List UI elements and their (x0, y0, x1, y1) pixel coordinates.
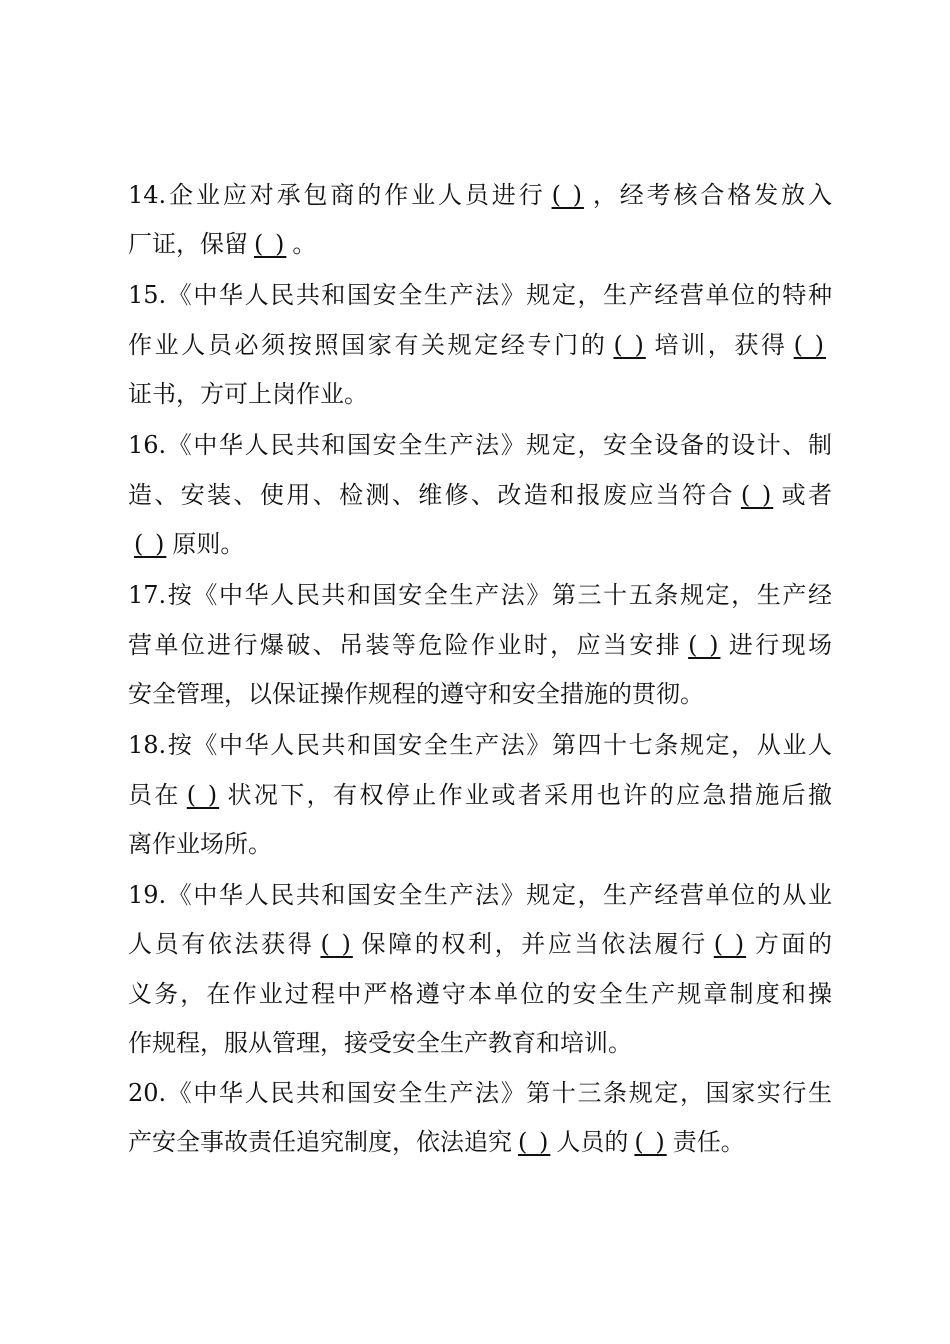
answer-blank: ( ) (740, 481, 774, 509)
text-run: 17.按《中华人民共和国安全生产法》第三十五条规定，生产经 (128, 581, 832, 609)
q18-line-3 (128, 819, 832, 869)
text-run: 证书，方可上岗作业。 (128, 380, 368, 408)
answer-blank: ( ) (518, 1128, 551, 1156)
q19-line-1 (128, 870, 832, 920)
q16-line-3 (128, 519, 832, 569)
text-run: 16.《中华人民共和国安全生产法》规定，安全设备的设计、制 (128, 431, 832, 459)
answer-blank: ( ) (254, 230, 287, 258)
text-run: 18.按《中华人民共和国安全生产法》第四十七条规定，从业人 (128, 731, 832, 759)
text-run: 作规程，服从管理，接受安全生产教育和培训。 (128, 1029, 632, 1057)
q14-line-2 (128, 219, 832, 269)
answer-blank: ( ) (320, 930, 353, 958)
text-run: 培训，获得 (651, 331, 788, 359)
text-run: 安全管理，以保证操作规程的遵守和安全措施的贯彻。 (128, 680, 704, 708)
text-run: 作业人员必须按照国家有关规定经专门的 (128, 331, 608, 359)
answer-blank: ( ) (688, 631, 721, 659)
text-run: 员在 (128, 781, 181, 809)
text-run: 产安全事故责任追究制度，依法追究 (128, 1128, 512, 1156)
text-run: 保障的权利，并应当依法履行 (358, 930, 708, 958)
text-run: 或者 (779, 481, 833, 509)
q20-line-1 (128, 1068, 832, 1118)
text-run: 19.《中华人民共和国安全生产法》规定，生产经营单位的从业 (128, 881, 832, 909)
text-run: 14.企业应对承包商的作业人员进行 (128, 181, 546, 209)
text-run: ，经考核合格发放入 (589, 181, 833, 209)
text-run: 15.《中华人民共和国安全生产法》规定，生产经营单位的特种 (128, 281, 832, 309)
text-run: 人员的 (556, 1128, 629, 1156)
text-run: 原则。 (172, 530, 245, 558)
text-run: 造、安装、使用、检测、维修、改造和报废应当符合 (128, 481, 735, 509)
q17-line-3 (128, 669, 832, 719)
answer-blank: ( ) (186, 781, 220, 809)
text-run: 状况下，有权停止作业或者采用也许的应急措施后撤 (225, 781, 833, 809)
q18-line-2 (128, 770, 832, 820)
text-run: 义务，在作业过程中严格遵守本单位的安全生产规章制度和操 (128, 980, 832, 1008)
q15-line-2 (128, 320, 832, 370)
q15-line-1 (128, 270, 832, 320)
text-run: 人员有依法获得 (128, 930, 315, 958)
text-run: 责任。 (672, 1128, 745, 1156)
answer-blank: ( ) (551, 181, 584, 209)
text-run: 营单位进行爆破、吊装等危险作业时，应当安排 (128, 631, 683, 659)
answer-blank: ( ) (613, 331, 646, 359)
text-run: 进行现场 (726, 631, 833, 659)
text-run: 厂证，保留 (128, 230, 248, 258)
q18-line-1 (128, 720, 832, 770)
q16-line-2 (128, 470, 832, 520)
answer-blank: ( ) (793, 331, 827, 359)
q19-line-3 (128, 969, 832, 1019)
text-run: 。 (292, 230, 317, 258)
q14-line-1 (128, 170, 832, 220)
text-run: 离作业场所。 (128, 830, 272, 858)
text-run: 方面的 (752, 930, 833, 958)
text-run: 20.《中华人民共和国安全生产法》第十三条规定，国家实行生 (128, 1079, 832, 1107)
q20-line-2 (128, 1117, 832, 1167)
answer-blank: ( ) (134, 530, 167, 558)
q19-line-4 (128, 1018, 832, 1068)
answer-blank: ( ) (713, 930, 747, 958)
q17-line-1 (128, 570, 832, 620)
q17-line-2 (128, 620, 832, 670)
answer-blank: ( ) (634, 1128, 667, 1156)
q16-line-1 (128, 420, 832, 470)
q19-line-2 (128, 919, 832, 969)
q15-line-3 (128, 369, 832, 419)
